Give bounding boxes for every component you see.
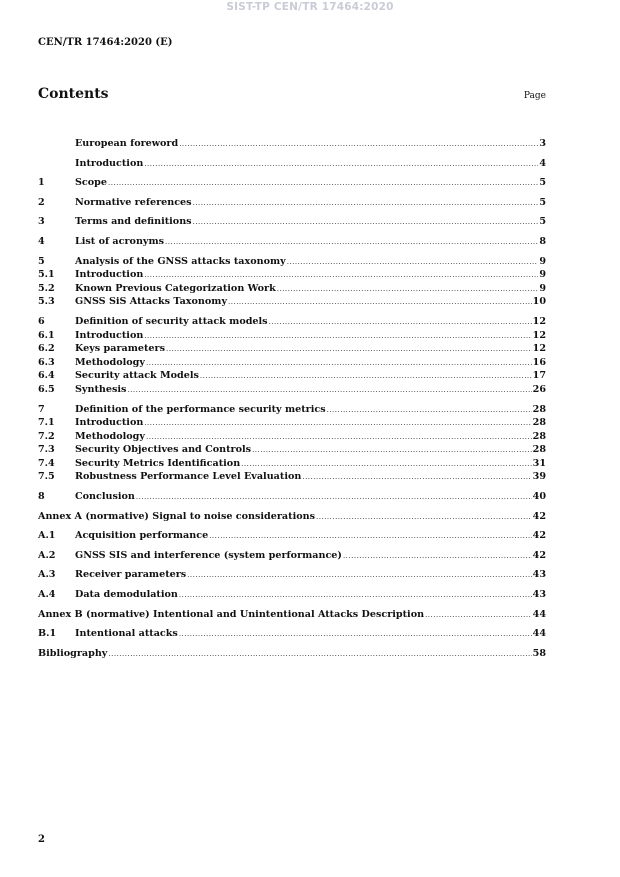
toc-entry-6[interactable] — [38, 315, 546, 329]
dot-leader — [166, 343, 532, 357]
toc-page: 9 — [539, 255, 546, 267]
toc-number: 6.4 — [38, 370, 55, 382]
toc-entry-5-1[interactable] — [38, 268, 546, 282]
toc-number: 2 — [38, 196, 45, 208]
toc-page: 8 — [539, 235, 546, 247]
watermark: SIST-TP CEN/TR 17464:2020 — [226, 1, 394, 13]
toc-page: 5 — [539, 196, 546, 208]
toc-number: 8 — [38, 491, 45, 503]
dot-leader — [277, 283, 539, 297]
toc-number: A.3 — [38, 569, 56, 581]
toc-page: 5 — [539, 177, 546, 189]
toc-number: 4 — [38, 235, 45, 247]
toc-title: Methodology — [75, 430, 145, 442]
toc-page: 40 — [532, 491, 546, 503]
toc-page: 17 — [532, 370, 546, 382]
dot-leader — [425, 609, 532, 623]
dot-leader — [146, 431, 532, 445]
toc-title: Terms and definitions — [75, 216, 192, 228]
toc-number: 7.1 — [38, 417, 55, 429]
toc-entry-5-3[interactable] — [38, 295, 546, 309]
toc-entry-introduction[interactable] — [38, 157, 546, 171]
toc-page: 26 — [532, 383, 546, 395]
toc-entry-a-1[interactable] — [38, 529, 546, 543]
toc-number: A.2 — [38, 549, 56, 561]
toc-title: Keys parameters — [75, 343, 165, 355]
toc-entry-bibliography[interactable] — [38, 647, 546, 661]
toc-number: 6.1 — [38, 329, 55, 341]
toc-number: 3 — [38, 216, 45, 228]
dot-leader — [343, 550, 532, 564]
toc-title: Definition of security attack models — [75, 315, 268, 327]
toc-page: 42 — [532, 510, 546, 522]
toc-page: 42 — [532, 549, 546, 561]
toc-page: 10 — [532, 296, 546, 308]
toc-entry-annex-b[interactable] — [38, 608, 546, 622]
toc-number: 5 — [38, 255, 45, 267]
dot-leader — [144, 269, 538, 283]
dot-leader — [179, 589, 532, 603]
dot-leader — [269, 316, 532, 330]
toc-entry-6-1[interactable] — [38, 329, 546, 343]
toc-entry-7-2[interactable] — [38, 430, 546, 444]
toc-entry-a-4[interactable] — [38, 588, 546, 602]
table-of-contents — [38, 137, 546, 660]
toc-entry-5[interactable] — [38, 255, 546, 269]
toc-page: 9 — [539, 282, 546, 294]
toc-number: 6.2 — [38, 343, 55, 355]
toc-page: 9 — [539, 269, 546, 281]
toc-title: GNSS SiS Attacks Taxonomy — [75, 296, 228, 308]
toc-page: 28 — [532, 430, 546, 442]
toc-title: Security attack Models — [75, 370, 199, 382]
dot-leader — [108, 177, 538, 191]
toc-title: Security Metrics Identification — [75, 457, 241, 469]
toc-entry-5-2[interactable] — [38, 282, 546, 296]
toc-page: 12 — [532, 329, 546, 341]
toc-page: 44 — [532, 628, 546, 640]
toc-title: Annex A (normative) Signal to noise considerations — [38, 510, 315, 522]
dot-leader — [179, 138, 538, 152]
toc-page: 44 — [532, 608, 546, 620]
dot-leader — [146, 357, 532, 371]
toc-entry-7[interactable] — [38, 403, 546, 417]
toc-page: 4 — [539, 157, 546, 169]
toc-page: 16 — [532, 356, 546, 368]
toc-number: A.1 — [38, 530, 56, 542]
toc-title: GNSS SIS and interference (system performance) — [75, 549, 342, 561]
toc-page: 42 — [532, 530, 546, 542]
page-column-label: Page — [523, 91, 546, 101]
toc-number: 7.4 — [38, 457, 55, 469]
page-number: 2 — [38, 834, 45, 845]
dot-leader — [241, 458, 531, 472]
dot-leader — [108, 648, 531, 662]
toc-title: Introduction — [75, 329, 144, 341]
dot-leader — [165, 236, 538, 250]
toc-entry-b-1[interactable] — [38, 627, 546, 641]
toc-page: 5 — [539, 216, 546, 228]
toc-number: 7.2 — [38, 430, 55, 442]
toc-title: Normative references — [75, 196, 192, 208]
dot-leader — [200, 370, 532, 384]
dot-leader — [187, 569, 531, 583]
toc-number: B.1 — [38, 628, 57, 640]
toc-entry-7-1[interactable] — [38, 416, 546, 430]
toc-page: 39 — [532, 471, 546, 483]
toc-title: Receiver parameters — [75, 569, 187, 581]
toc-entry-scope[interactable] — [38, 176, 546, 190]
toc-entry-7-4[interactable] — [38, 457, 546, 471]
toc-number: 7 — [38, 403, 45, 415]
dot-leader — [193, 216, 539, 230]
dot-leader — [179, 628, 532, 642]
toc-number: 5.2 — [38, 282, 55, 294]
toc-entry-a-3[interactable] — [38, 568, 546, 582]
toc-number: 6 — [38, 315, 45, 327]
toc-page: 28 — [532, 417, 546, 429]
toc-title: Scope — [75, 177, 107, 189]
toc-title: Data demodulation — [75, 589, 178, 601]
dot-leader — [302, 471, 531, 485]
toc-page: 28 — [532, 444, 546, 456]
toc-entry-6-4[interactable] — [38, 369, 546, 383]
toc-title: List of acronyms — [75, 235, 165, 247]
toc-page: 58 — [532, 647, 546, 659]
toc-number: 1 — [38, 177, 45, 189]
toc-title: Acquisition performance — [75, 530, 209, 542]
document-id: CEN/TR 17464:2020 (E) — [38, 37, 173, 48]
toc-title: European foreword — [75, 138, 179, 149]
dot-leader — [144, 330, 531, 344]
toc-entry-list-of-acronyms[interactable] — [38, 235, 546, 249]
toc-page: 43 — [532, 569, 546, 581]
toc-title: Introduction — [75, 157, 144, 169]
toc-number: 7.3 — [38, 444, 55, 456]
toc-title: Introduction — [75, 417, 144, 429]
toc-number: 6.3 — [38, 356, 55, 368]
contents-heading: Contents — [38, 86, 109, 102]
toc-title: Introduction — [75, 269, 144, 281]
toc-page: 31 — [532, 457, 546, 469]
toc-entry-european-foreword[interactable] — [38, 137, 546, 151]
toc-number: A.4 — [38, 589, 56, 601]
dot-leader — [144, 417, 531, 431]
dot-leader — [287, 256, 539, 270]
toc-number: 6.5 — [38, 383, 55, 395]
toc-title: Annex B (normative) Intentional and Unintentional Attacks Description — [38, 608, 425, 620]
dot-leader — [127, 384, 531, 398]
toc-number: 7.5 — [38, 471, 55, 483]
toc-title: Analysis of the GNSS attacks taxonomy — [75, 255, 286, 267]
toc-page: 43 — [532, 589, 546, 601]
toc-entry-6-3[interactable] — [38, 356, 546, 370]
toc-entry-normative-references[interactable] — [38, 196, 546, 210]
toc-title: Robustness Performance Level Evaluation — [75, 471, 302, 483]
toc-title: Intentional attacks — [75, 628, 178, 640]
toc-entry-6-2[interactable] — [38, 342, 546, 356]
toc-entry-7-5[interactable] — [38, 470, 546, 484]
toc-page: 12 — [532, 343, 546, 355]
toc-entry-8[interactable] — [38, 490, 546, 504]
toc-title: Security Objectives and Controls — [75, 444, 252, 456]
dot-leader — [316, 511, 532, 525]
toc-title: Known Previous Categorization Work — [75, 282, 276, 294]
toc-entry-7-3[interactable] — [38, 443, 546, 457]
dot-leader — [144, 158, 538, 172]
toc-entry-a-2[interactable] — [38, 549, 546, 563]
toc-entry-6-5[interactable] — [38, 383, 546, 397]
dot-leader — [193, 197, 539, 211]
dot-leader — [252, 444, 532, 458]
toc-page: 3 — [539, 138, 546, 149]
toc-title: Definition of the performance security metrics — [75, 403, 326, 415]
toc-number: 5.1 — [38, 269, 55, 281]
dot-leader — [209, 530, 531, 544]
dot-leader — [136, 491, 532, 505]
toc-entry-terms-definitions[interactable] — [38, 215, 546, 229]
toc-title: Synthesis — [75, 383, 127, 395]
toc-entry-annex-a[interactable] — [38, 510, 546, 524]
toc-page: 28 — [532, 403, 546, 415]
toc-title: Bibliography — [38, 647, 108, 659]
toc-number: 5.3 — [38, 296, 55, 308]
toc-page: 12 — [532, 315, 546, 327]
toc-title: Conclusion — [75, 491, 135, 503]
dot-leader — [327, 404, 532, 418]
dot-leader — [228, 296, 532, 310]
toc-title: Methodology — [75, 356, 145, 368]
